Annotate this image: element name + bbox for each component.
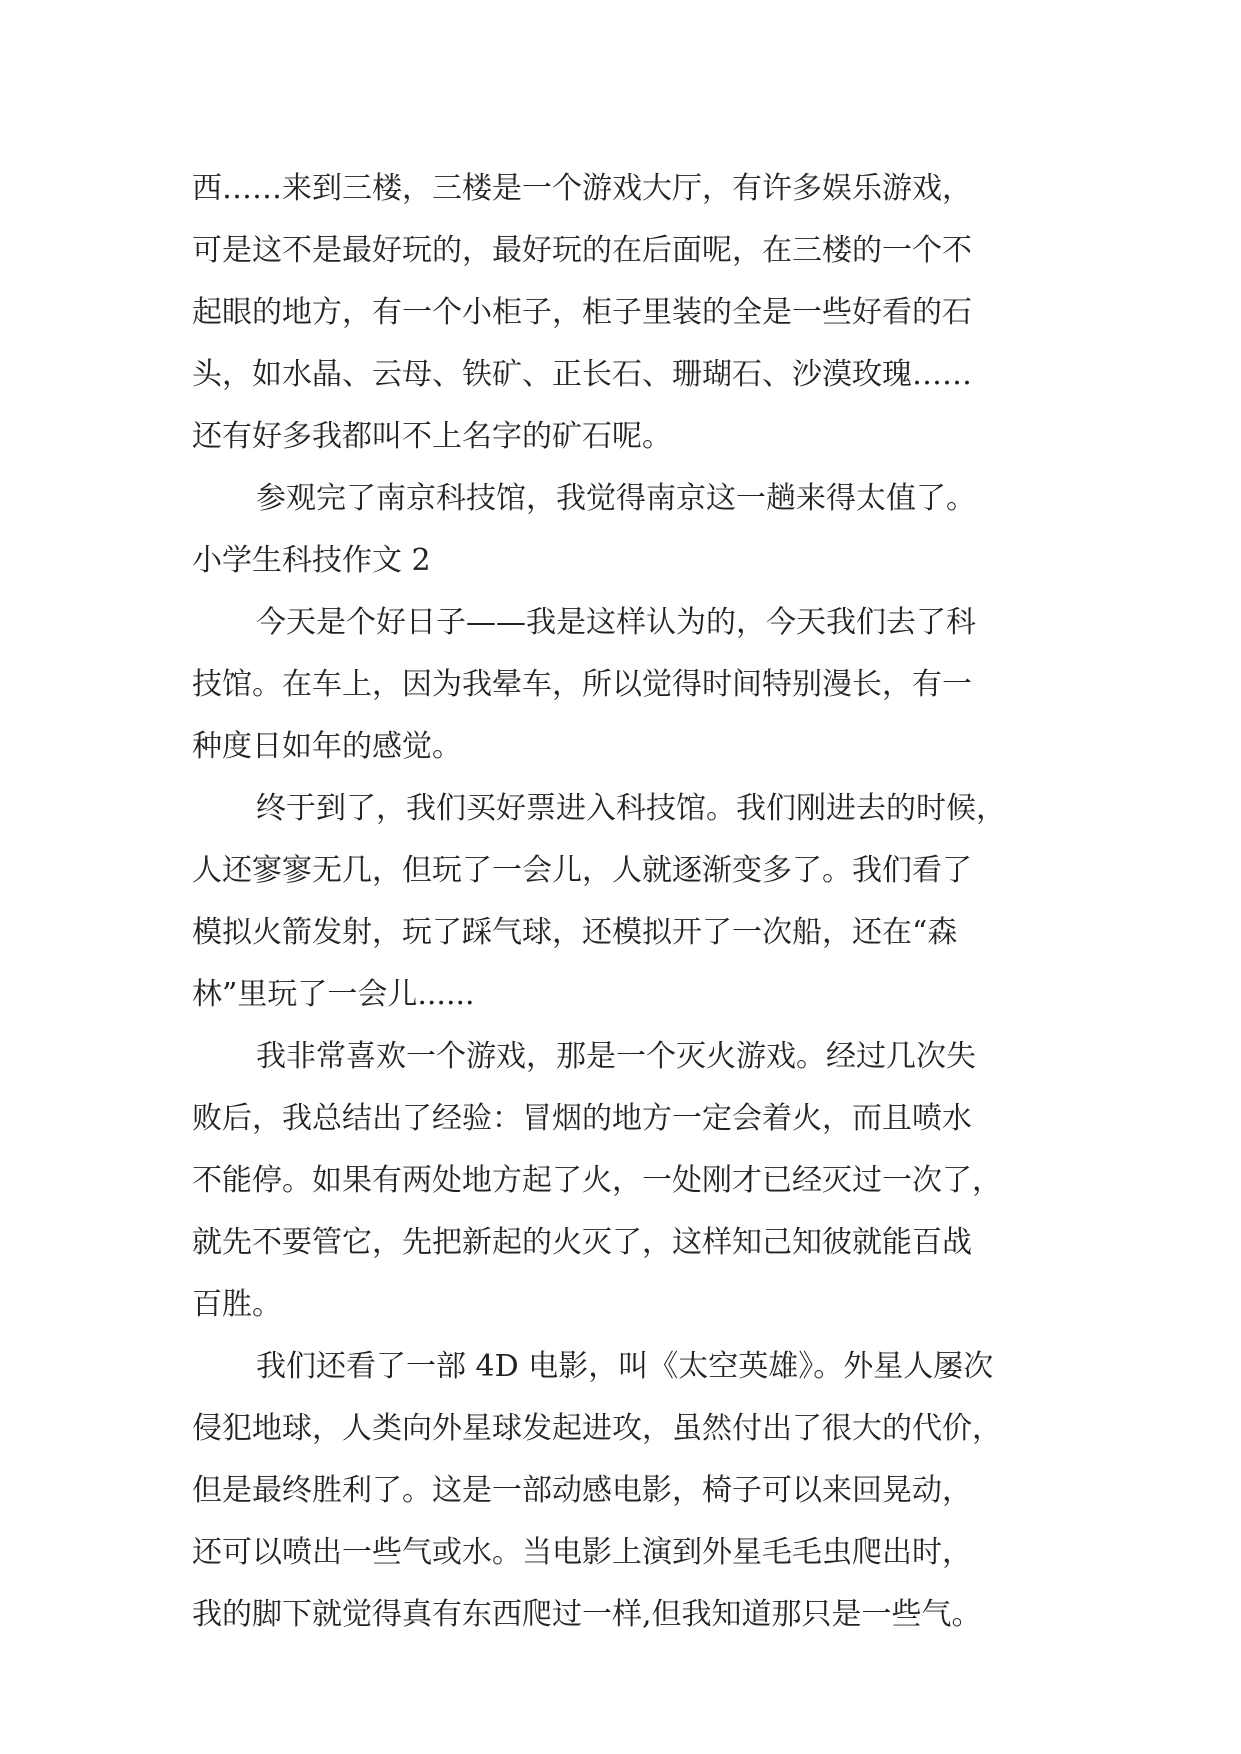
text-line: 还有好多我都叫不上名字的矿石呢。 [192,419,672,454]
paragraph-first-line: 我们还看了一部 4D 电影，叫《太空英雄》。外星人屡次 [256,1349,994,1384]
text-line: 败后，我总结出了经验：冒烟的地方一定会着火，而且喷水 [192,1101,972,1136]
paragraph-first-line: 今天是个好日子——我是这样认为的，今天我们去了科 [256,605,976,640]
text-line: 技馆。在车上，因为我晕车，所以觉得时间特别漫长，有一 [192,667,972,702]
text-line: 不能停。如果有两处地方起了火，一处刚才已经灭过一次了， [192,1163,1002,1198]
paragraph-first-line: 参观完了南京科技馆，我觉得南京这一趟来得太值了。 [256,481,976,516]
paragraph-first-line: 我非常喜欢一个游戏，那是一个灭火游戏。经过几次失 [256,1039,976,1074]
text-line: 头，如水晶、云母、铁矿、正长石、珊瑚石、沙漠玫瑰…… [192,357,972,392]
text-line: 我的脚下就觉得真有东西爬过一样,但我知道那只是一些气。 [192,1597,982,1632]
document-body [192,158,1072,1646]
text-line: 可是这不是最好玩的，最好玩的在后面呢，在三楼的一个不 [192,233,972,268]
text-line: 但是最终胜利了。这是一部动感电影，椅子可以来回晃动， [192,1473,972,1508]
section-heading: 小学生科技作文 2 [192,543,431,578]
text-line: 林”里玩了一会儿...... [192,977,475,1012]
text-line: 种度日如年的感觉。 [192,729,462,764]
text-line: 侵犯地球，人类向外星球发起进攻，虽然付出了很大的代价， [192,1411,1002,1446]
text-line: 西……来到三楼，三楼是一个游戏大厅，有许多娱乐游戏， [192,171,972,206]
text-line: 起眼的地方，有一个小柜子，柜子里装的全是一些好看的石 [192,295,972,330]
paragraph-first-line: 终于到了，我们买好票进入科技馆。我们刚进去的时候， [256,791,1006,826]
text-line: 还可以喷出一些气或水。当电影上演到外星毛毛虫爬出时， [192,1535,972,1570]
text-line: 就先不要管它，先把新起的火灭了，这样知己知彼就能百战 [192,1225,972,1260]
text-line: 模拟火箭发射，玩了踩气球，还模拟开了一次船，还在“森 [192,915,958,950]
text-line: 百胜。 [192,1287,282,1322]
text-line: 人还寥寥无几，但玩了一会儿，人就逐渐变多了。我们看了 [192,853,972,888]
